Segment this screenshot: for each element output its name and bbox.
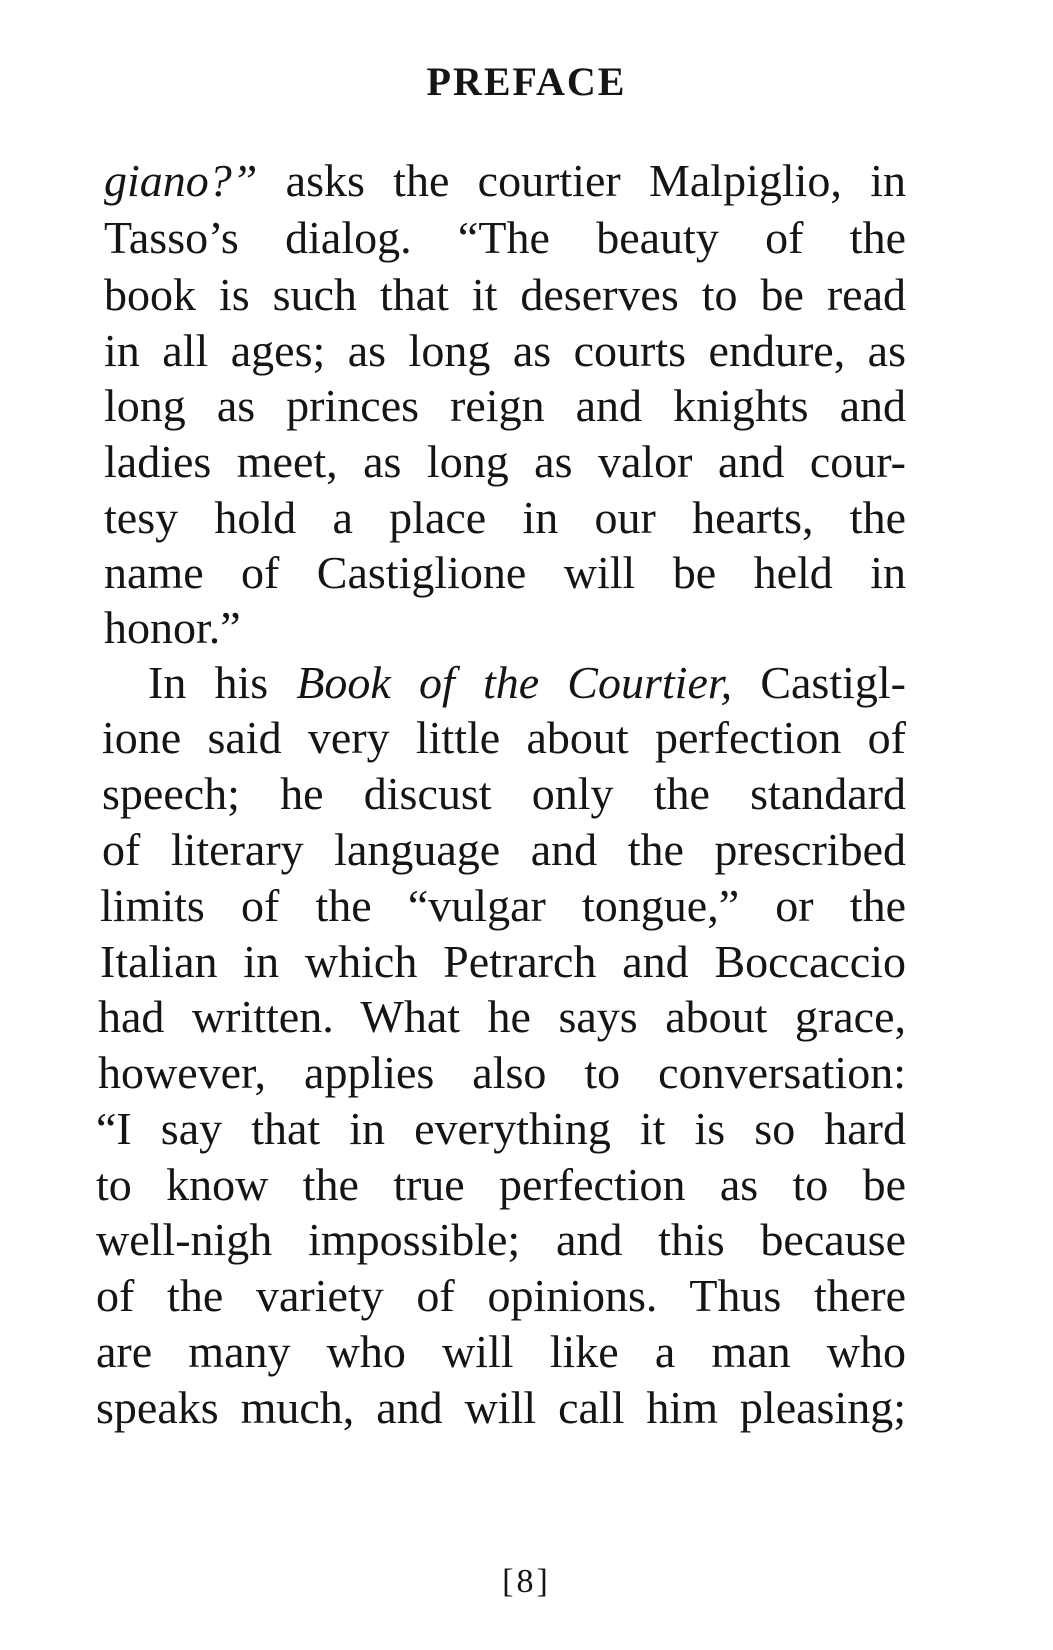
text-line (96, 1157, 906, 1213)
text-run: of literary language and the prescribed (102, 824, 906, 875)
text-run: long as princes reign and knights and (104, 380, 906, 431)
text-run: asks the courtier Malpiglio, in (257, 155, 906, 206)
text-line (98, 1045, 906, 1101)
text-run: had written. What he says about grace, (98, 991, 906, 1042)
text-line (100, 934, 906, 990)
text-run: are many who will like a man who (96, 1326, 906, 1377)
text-line (104, 210, 906, 266)
text-line (96, 1268, 906, 1324)
text-run: limits of the “vulgar tongue,” or the (100, 880, 906, 931)
text-line (102, 710, 906, 766)
text-run: Italian in which Petrarch and Boccaccio (100, 936, 906, 987)
text-line (104, 378, 906, 434)
text-run: Castigl- (732, 657, 906, 708)
text-line (98, 989, 906, 1045)
text-run: book is such that it deserves to be read (104, 269, 906, 320)
text-run: well-nigh impossible; and this because (96, 1214, 906, 1265)
page-number: [8] (502, 1563, 551, 1600)
text-run: however, applies also to conversation: (98, 1047, 906, 1098)
text-line (104, 323, 906, 379)
running-head: PREFACE (426, 59, 627, 104)
text-run: speaks much, and will call him pleasing; (96, 1382, 906, 1433)
text-line (104, 267, 906, 323)
text-line (100, 878, 906, 934)
text-line (104, 153, 906, 209)
text-line (104, 490, 906, 546)
text-run: In his (148, 657, 297, 708)
text-run: honor.” (104, 602, 241, 653)
text-run: ione said very little about perfection of (102, 712, 906, 763)
text-line (96, 1324, 906, 1380)
text-line (102, 766, 906, 822)
text-line (104, 600, 241, 656)
text-run: ladies meet, as long as valor and cour- (104, 436, 906, 487)
text-run: to know the true perfection as to be (96, 1159, 906, 1210)
text-line (96, 1101, 906, 1157)
text-line (148, 655, 906, 711)
text-line (102, 822, 906, 878)
text-line (96, 1380, 906, 1436)
text-run: name of Castiglione will be held in (104, 547, 906, 598)
text-line (96, 1212, 906, 1268)
italic-text: Book of the Courtier, (296, 657, 733, 708)
text-line (104, 434, 906, 490)
text-line (104, 545, 906, 601)
text-run: in all ages; as long as courts endure, as (104, 325, 906, 376)
text-run: tesy hold a place in our hearts, the (104, 492, 906, 543)
text-run: speech; he discust only the standard (102, 768, 906, 819)
italic-text: giano?” (104, 155, 258, 206)
text-run: of the variety of opinions. Thus there (96, 1270, 906, 1321)
text-run: “I say that in everything it is so hard (96, 1103, 906, 1154)
text-run: Tasso’s dialog. “The beauty of the (104, 212, 906, 263)
